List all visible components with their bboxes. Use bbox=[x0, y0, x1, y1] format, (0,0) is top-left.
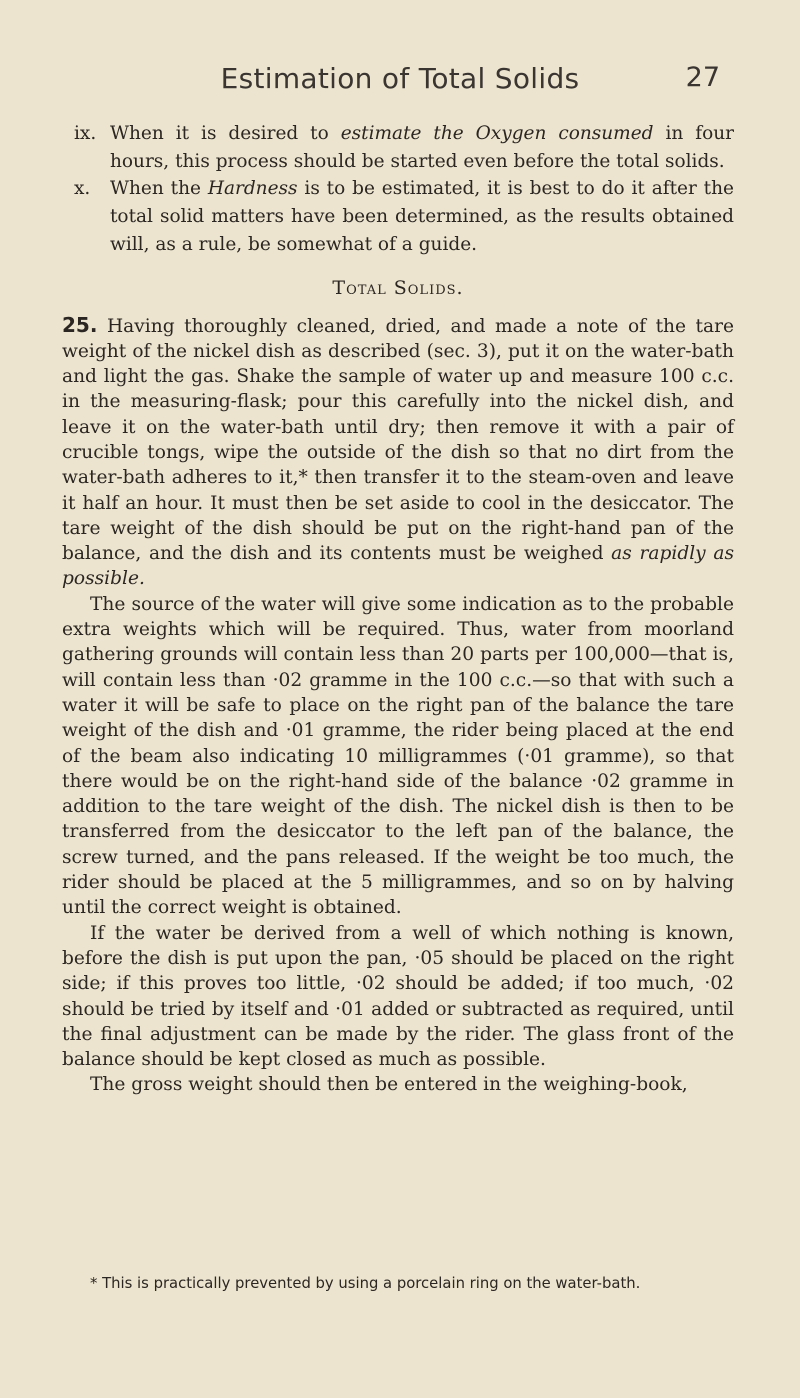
paragraph-gross-weight: The gross weight should then be entered in the weighing-book, bbox=[90, 1074, 688, 1096]
page-header bbox=[0, 62, 800, 102]
item-text-emphasis: estimate the Oxygen consumed bbox=[340, 123, 654, 144]
paragraph-25 bbox=[62, 313, 734, 592]
running-title: Estimation of Total Solids bbox=[220, 62, 580, 95]
paragraph-text: Having thoroughly cleaned, dried, and made a note of the tare weight of the nickel dish as described (sec. 3), put it on the water-bath and light the gas. Shake the sample of water up and measure 100 c.c. in the measuring-flask; pour this carefully into the nickel dish, and leave it on the water-bath until dry; then remove it with a pair of crucible tongs, wipe the outside of the dish so that no dirt from the water-bath adheres to it,* then transfer it to the steam-oven and leave it half an hour. It must then be set aside to cool in the desiccator. The tare weight of the dish should be put on the right-hand pan of the balance, and the dish and its contents must be weighed bbox=[62, 315, 734, 565]
item-text-emphasis: Hardness bbox=[207, 178, 298, 200]
item-text-pre: When it is desired to bbox=[110, 123, 341, 144]
item-number: x. bbox=[74, 178, 91, 200]
footnote: * This is practically prevented by using a porcelain ring on the water-bath. bbox=[90, 1275, 641, 1292]
list-item-ix bbox=[62, 120, 734, 175]
body-text bbox=[62, 120, 734, 1098]
page-number: 27 bbox=[685, 62, 720, 93]
item-number: ix. bbox=[74, 123, 97, 144]
item-text-post: in four hours, this process should be started even before the total solids. bbox=[110, 123, 734, 172]
paragraph-emphasis: as rapidly as possible. bbox=[62, 543, 734, 590]
list-item-x bbox=[62, 175, 734, 258]
section-heading: Total Solids. bbox=[332, 276, 464, 299]
paragraph-well-water: If the water be derived from a well of which nothing is known, before the dish is put upon the pan, ·05 should be placed on the right side; if this proves too little, ·02 should be added; if too much, ·02 should be tried by itself and ·01 added or subtracted as required, until the final adjustment can be made by the rider. The glass front of the balance should be kept closed as much as possible. bbox=[62, 922, 734, 1071]
item-text-pre: When the bbox=[110, 178, 208, 200]
item-text-post: is to be estimated, it is best to do it after the total solid matters have been determined, as the results obtained will, as a rule, be somewhat of a guide. bbox=[110, 178, 734, 255]
section-number: 25. bbox=[62, 312, 98, 337]
paragraph-source-of-water: The source of the water will give some indication as to the probable extra weights which will be required. Thus, water from moorland gathering grounds will contain less than 20 parts per 100,000—that is, will contain less than ·02 gramme in the 100 c.c.—so that with such a water it will be safe to place on the right pan of the balance the tare weight of the dish and ·01 gramme, the rider being placed at the end of the beam also indicating 10 milligrammes (·01 gramme), so that there would be on the right-hand side of the balance ·02 gramme in addition to the tare weight of the dish. The nickel dish is then to be transferred from the desiccator to the left pan of the balance, the screw turned, and the pans released. If the weight be too much, the rider should be placed at the 5 milligrammes, and so on by halving until the correct weight is obtained. bbox=[62, 593, 734, 919]
